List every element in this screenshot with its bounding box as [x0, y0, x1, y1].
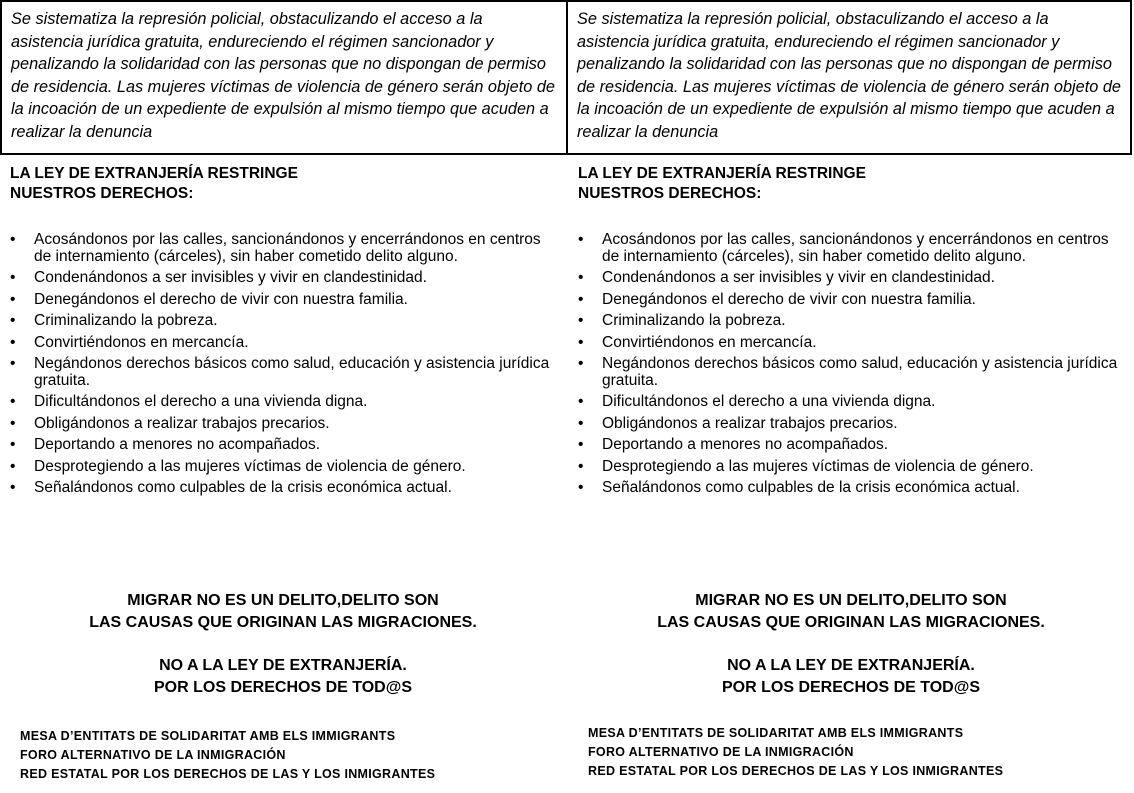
slogan-no-ley — [0, 655, 566, 699]
list-item: • Criminalizando la pobreza. — [10, 313, 550, 330]
list-item: • Deportando a menores no acompañados. — [578, 437, 1118, 454]
list-item: • Denegándonos el derecho de vivir con nuestra familia. — [10, 292, 550, 309]
list-item: • Desprotegiendo a las mujeres víctimas de violencia de género. — [578, 459, 1118, 476]
rights-list — [578, 232, 1118, 502]
slogan-line: POR LOS DERECHOS DE TOD@S — [721, 679, 980, 696]
heading-line-2: NUESTROS DERECHOS: — [10, 185, 194, 202]
heading-line-1: LA LEY DE EXTRANJERÍA RESTRINGE — [578, 165, 866, 182]
section-heading — [10, 164, 298, 204]
slogan-migrar — [568, 590, 1134, 634]
list-item: • Convirtiéndonos en mercancía. — [578, 335, 1118, 352]
slogan-no-ley — [568, 655, 1134, 699]
list-item: • Acosándonos por las calles, sancionándonos y encerrándonos en centros de internamiento (cárceles), sin haber cometido delito alguno. — [578, 232, 1118, 265]
slogan-line: LAS CAUSAS QUE ORIGINAN LAS MIGRACIONES. — [89, 614, 477, 631]
list-item: • Acosándonos por las calles, sancionándonos y encerrándonos en centros de internamiento (cárceles), sin haber cometido delito alguno. — [10, 232, 550, 265]
list-item: • Dificultándonos el derecho a una vivienda digna. — [578, 394, 1118, 411]
list-item: • Dificultándonos el derecho a una vivienda digna. — [10, 394, 550, 411]
section-heading — [578, 164, 866, 204]
intro-box: Se sistematiza la represión policial, obstaculizando el acceso a la asistencia jurídica gratuita, endureciendo el régimen sancionador y penalizando la solidaridad con las personas que no dispongan de permiso de residencia. Las mujeres víctimas de violencia de género serán objeto de la incoación de un expediente de expulsión al mismo tiempo que acuden a realizar la denuncia — [566, 0, 1132, 155]
list-item: • Convirtiéndonos en mercancía. — [10, 335, 550, 352]
organizations — [588, 724, 1003, 781]
slogan-line: LAS CAUSAS QUE ORIGINAN LAS MIGRACIONES. — [657, 614, 1045, 631]
list-item: • Señalándonos como culpables de la crisis económica actual. — [10, 480, 550, 497]
intro-box: Se sistematiza la represión policial, obstaculizando el acceso a la asistencia jurídica gratuita, endureciendo el régimen sancionador y penalizando la solidaridad con las personas que no dispongan de permiso de residencia. Las mujeres víctimas de violencia de género serán objeto de la incoación de un expediente de expulsión al mismo tiempo que acuden a realizar la denuncia — [0, 0, 568, 155]
slogan-line: POR LOS DERECHOS DE TOD@S — [153, 679, 412, 696]
slogan-line: MIGRAR NO ES UN DELITO,DELITO SON — [695, 592, 1007, 609]
slogan-line: NO A LA LEY DE EXTRANJERÍA. — [727, 657, 975, 674]
leaflet-right — [568, 0, 1134, 793]
org-name: FORO ALTERNATIVO DE LA INMIGRACIÓN — [20, 748, 286, 762]
list-item: • Criminalizando la pobreza. — [578, 313, 1118, 330]
org-name: MESA D’ENTITATS DE SOLIDARITAT AMB ELS IMMIGRANTS — [20, 729, 396, 743]
heading-line-1: LA LEY DE EXTRANJERÍA RESTRINGE — [10, 165, 298, 182]
heading-line-2: NUESTROS DERECHOS: — [578, 185, 762, 202]
org-name: FORO ALTERNATIVO DE LA INMIGRACIÓN — [588, 745, 854, 759]
column-divider — [566, 0, 568, 155]
org-name: MESA D’ENTITATS DE SOLIDARITAT AMB ELS IMMIGRANTS — [588, 726, 964, 740]
list-item: • Deportando a menores no acompañados. — [10, 437, 550, 454]
list-item: • Desprotegiendo a las mujeres víctimas de violencia de género. — [10, 459, 550, 476]
slogan-line: MIGRAR NO ES UN DELITO,DELITO SON — [127, 592, 439, 609]
list-item: • Señalándonos como culpables de la crisis económica actual. — [578, 480, 1118, 497]
slogan-migrar — [0, 590, 566, 634]
leaflet-left — [0, 0, 566, 793]
org-name: RED ESTATAL POR LOS DERECHOS DE LAS Y LOS INMIGRANTES — [588, 764, 1004, 778]
organizations — [20, 727, 435, 784]
list-item: • Negándonos derechos básicos como salud, educación y asistencia jurídica gratuita. — [10, 356, 550, 389]
list-item: • Negándonos derechos básicos como salud, educación y asistencia jurídica gratuita. — [578, 356, 1118, 389]
list-item: • Obligándonos a realizar trabajos precarios. — [10, 416, 550, 433]
list-item: • Condenándonos a ser invisibles y vivir en clandestinidad. — [578, 270, 1118, 287]
org-name: RED ESTATAL POR LOS DERECHOS DE LAS Y LOS INMIGRANTES — [20, 767, 436, 781]
list-item: • Denegándonos el derecho de vivir con nuestra familia. — [578, 292, 1118, 309]
list-item: • Condenándonos a ser invisibles y vivir en clandestinidad. — [10, 270, 550, 287]
list-item: • Obligándonos a realizar trabajos precarios. — [578, 416, 1118, 433]
rights-list — [10, 232, 550, 502]
slogan-line: NO A LA LEY DE EXTRANJERÍA. — [159, 657, 407, 674]
